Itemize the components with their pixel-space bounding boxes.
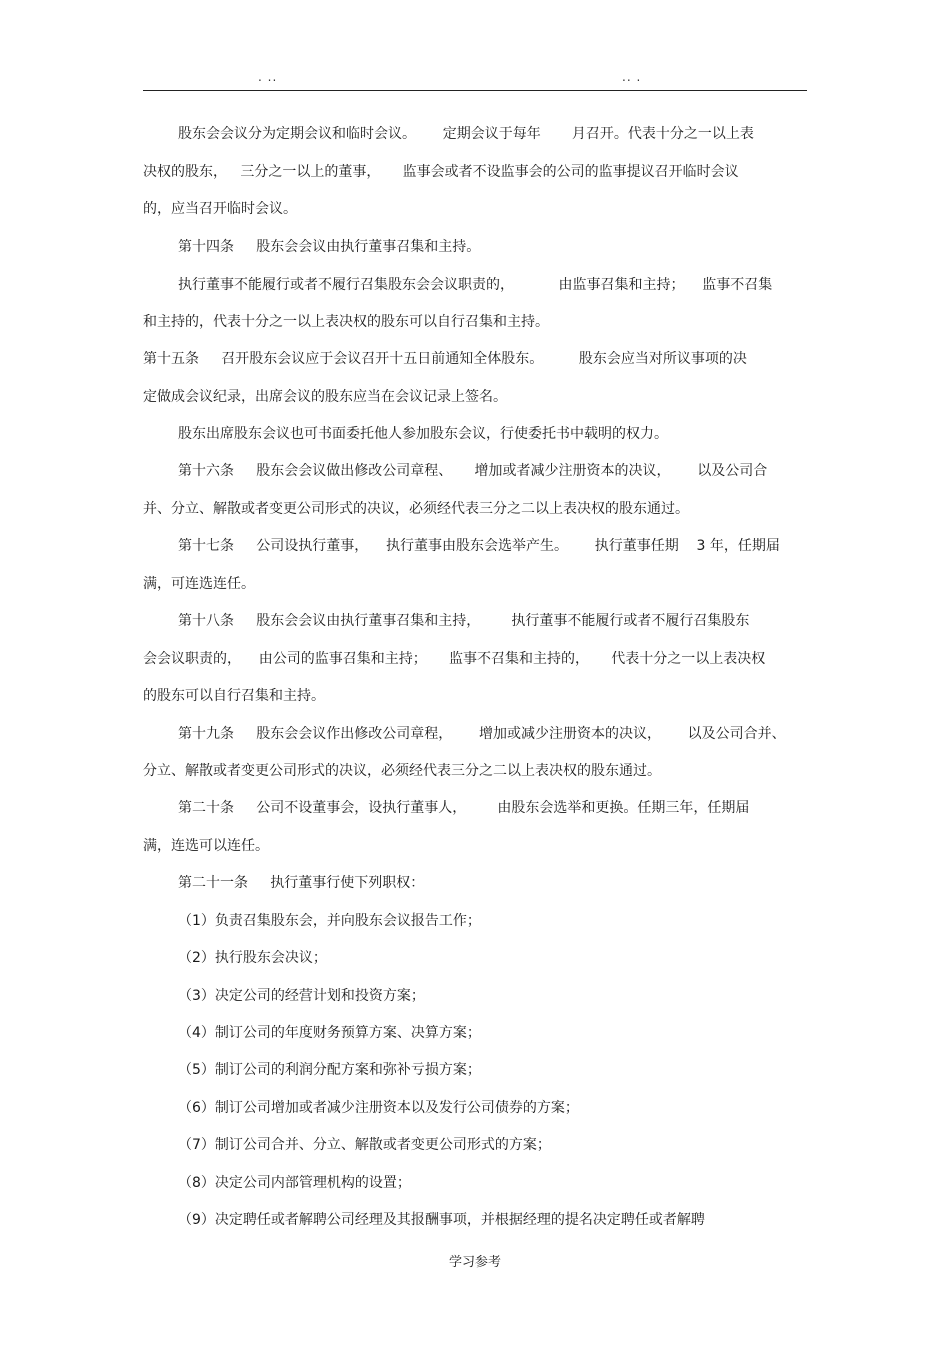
article-19-line: 第十九条 股东会会议作出修改公司章程， 增加或减少注册资本的决议， 以及公司合并、 (178, 726, 786, 742)
paragraph-line: 满，可连选连任。 (143, 576, 255, 592)
paragraph-line: 股东出席股东会议也可书面委托他人参加股东会议，行使委托书中载明的权力。 (178, 426, 668, 442)
paragraph-line: 决权的股东， 三分之一以上的董事， 监事会或者不设监事会的公司的监事提议召开临时会议 (143, 164, 739, 180)
article-16-line: 第十六条 股东会会议做出修改公司章程、 增加或者减少注册资本的决议， 以及公司合 (178, 463, 768, 479)
paragraph-line: 定做成会议纪录，出席会议的股东应当在会议记录上签名。 (143, 389, 507, 405)
paragraph-line: 股东会会议分为定期会议和临时会议。 定期会议于每年 月召开。代表十分之一以上表 (178, 126, 754, 142)
list-item: （4）制订公司的年度财务预算方案、决算方案； (178, 1025, 481, 1041)
article-14-line: 第十四条 股东会会议由执行董事召集和主持。 (178, 239, 481, 255)
article-18-line: 第十八条 股东会会议由执行董事召集和主持， 执行董事不能履行或者不履行召集股东 (178, 613, 750, 629)
list-item: （9）决定聘任或者解聘公司经理及其报酬事项，并根据经理的提名决定聘任或者解聘 (178, 1212, 705, 1228)
article-21-line: 第二十一条 执行董事行使下列职权： (178, 875, 425, 891)
paragraph-line: 并、分立、解散或者变更公司形式的决议，必须经代表三分之二以上表决权的股东通过。 (143, 501, 689, 517)
paragraph-line: 分立、解散或者变更公司形式的决议，必须经代表三分之二以上表决权的股东通过。 (143, 763, 661, 779)
list-item: （7）制订公司合并、分立、解散或者变更公司形式的方案； (178, 1137, 551, 1153)
list-item: （5）制订公司的利润分配方案和弥补亏损方案； (178, 1062, 481, 1078)
article-20-line: 第二十条 公司不设董事会，设执行董事人， 由股东会选举和更换。任期三年，任期届 (178, 800, 750, 816)
list-item: （1）负责召集股东会，并向股东会议报告工作； (178, 913, 481, 929)
paragraph-line: 会会议职责的， 由公司的监事召集和主持； 监事不召集和主持的， 代表十分之一以上表决权 (143, 651, 766, 667)
list-item: （6）制订公司增加或者减少注册资本以及发行公司债券的方案； (178, 1100, 579, 1116)
paragraph-line: 的股东可以自行召集和主持。 (143, 688, 325, 704)
header-rule (143, 90, 807, 91)
paragraph-line: 和主持的，代表十分之一以上表决权的股东可以自行召集和主持。 (143, 314, 549, 330)
paragraph-line: 执行董事不能履行或者不履行召集股东会会议职责的， 由监事召集和主持； 监事不召集 (178, 277, 773, 293)
page-footer: 学习参考 (448, 1255, 501, 1270)
list-item: （8）决定公司内部管理机构的设置； (178, 1175, 411, 1191)
header-dots-left: . .. (258, 70, 278, 84)
paragraph-line: 满，连选可以连任。 (143, 838, 269, 854)
article-17-line: 第十七条 公司设执行董事， 执行董事由股东会选举产生。 执行董事任期 3 年，任期届 (178, 538, 780, 554)
header-dots-right: .. . (622, 70, 642, 84)
list-item: （2）执行股东会决议； (178, 950, 327, 966)
article-15-line: 第十五条 召开股东会议应于会议召开十五日前通知全体股东。 股东会应当对所议事项的决 (143, 351, 747, 367)
paragraph-line: 的，应当召开临时会议。 (143, 201, 297, 217)
list-item: （3）决定公司的经营计划和投资方案； (178, 988, 425, 1004)
